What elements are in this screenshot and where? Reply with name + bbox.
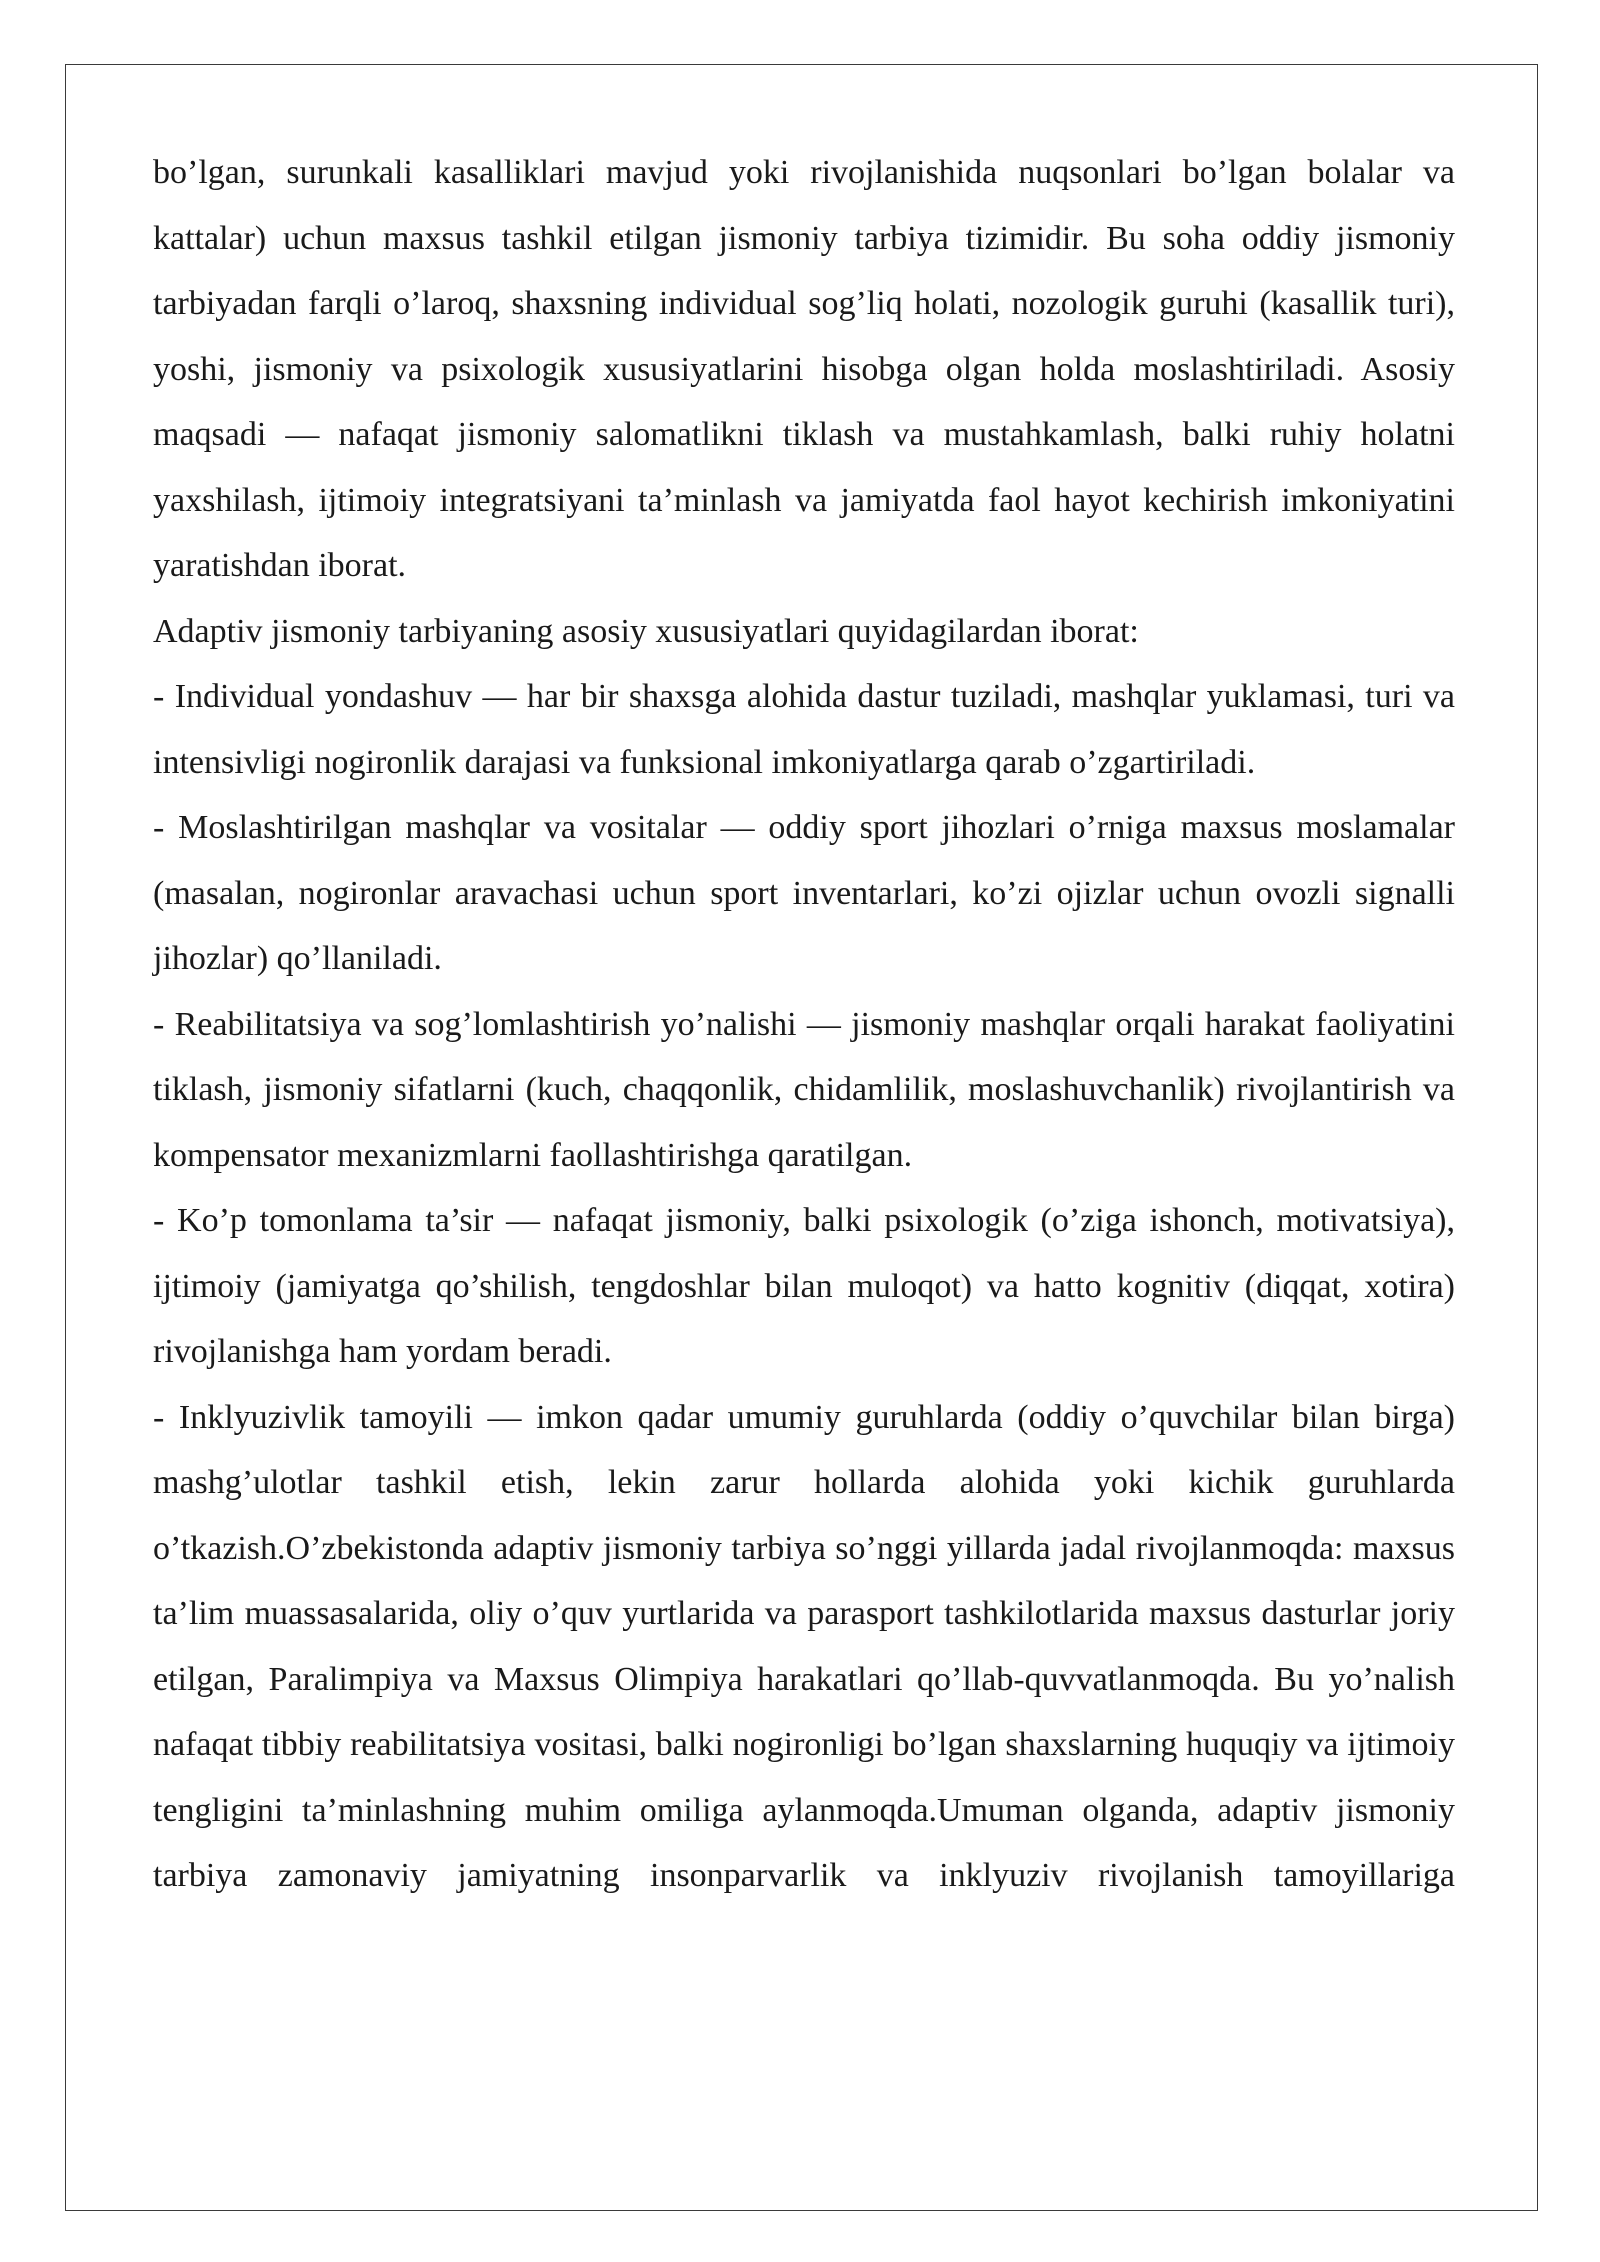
- list-item-rehabilitation: - Reabilitatsiya va sog’lomlashtirish yo’nalishi — jismoniy mashqlar orqali harakat faoliyatini tiklash, jismoniy sifatlarni (kuch, chaqqonlik, chidamlilik, moslashuvchanlik) rivojlantirish va kompensator mexanizmlarni faollashtirishga qaratilgan.: [153, 1005, 1455, 1174]
- document-body: [153, 140, 1455, 1909]
- paragraph-intro: bo’lgan, surunkali kasalliklari mavjud yoki rivojlanishida nuqsonlari bo’lgan bolalar va kattalar) uchun maxsus tashkil etilgan jismoniy tarbiya tizimidir. Bu soha oddiy jismoniy tarbiyadan farqli o’laroq, shaxsning individual sog’liq holati, nozologik guruhi (kasallik turi), yoshi, jismoniy va psixologik xususiyatlarini hisobga olgan holda moslashtiriladi. Asosiy maqsadi — nafaqat jismoniy salomatlikni tiklash va mustahkamlash, balki ruhiy holatni yaxshilash, ijtimoiy integratsiyani ta’minlash va jamiyatda faol hayot kechirish imkoniyatini yaratishdan iborat.: [153, 154, 1455, 584]
- list-item-individual-approach: - Individual yondashuv — har bir shaxsga alohida dastur tuziladi, mashqlar yuklamasi, turi va intensivligi nogironlik darajasi va funksional imkoniyatlarga qarab o’zgartiriladi.: [153, 678, 1455, 781]
- paragraph-features-heading: Adaptiv jismoniy tarbiyaning asosiy xususiyatlari quyidagilardan iborat:: [153, 612, 1139, 650]
- list-item-adapted-equipment: - Moslashtirilgan mashqlar va vositalar — oddiy sport jihozlari o’rniga maxsus moslamalar (masalan, nogironlar aravachasi uchun sport inventarlari, ko’zi ojizlar uchun ovozli signalli jihozlar) qo’llaniladi.: [153, 809, 1455, 977]
- list-item-inclusivity: - Inklyuzivlik tamoyili — imkon qadar umumiy guruhlarda (oddiy o’quvchilar bilan birga) mashg’ulotlar tashkil etish, lekin zarur hollarda alohida yoki kichik guruhlarda o’tkazish.O’zbekistonda adaptiv jismoniy tarbiya so’nggi yillarda jadal rivojlanmoqda: maxsus ta’lim muassasalarida, oliy o’quv yurtlarida va parasport tashkilotlarida maxsus dasturlar joriy etilgan, Paralimpiya va Maxsus Olimpiya harakatlari qo’llab-quvvatlanmoqda. Bu yo’nalish nafaqat tibbiy reabilitatsiya vositasi, balki nogironligi bo’lgan shaxslarning huquqiy va ijtimoiy tengligini ta’minlashning muhim omiliga aylanmoqda.Umuman olganda, adaptiv jismoniy tarbiya zamonaviy jamiyatning insonparvarlik va inklyuziv rivojlanish tamoyillariga: [153, 1398, 1455, 1894]
- list-item-multifaceted-impact: - Ko’p tomonlama ta’sir — nafaqat jismoniy, balki psixologik (o’ziga ishonch, motivatsiya), ijtimoiy (jamiyatga qo’shilish, tengdoshlar bilan muloqot) va hatto kognitiv (diqqat, xotira) rivojlanishga ham yordam beradi.: [153, 1202, 1455, 1370]
